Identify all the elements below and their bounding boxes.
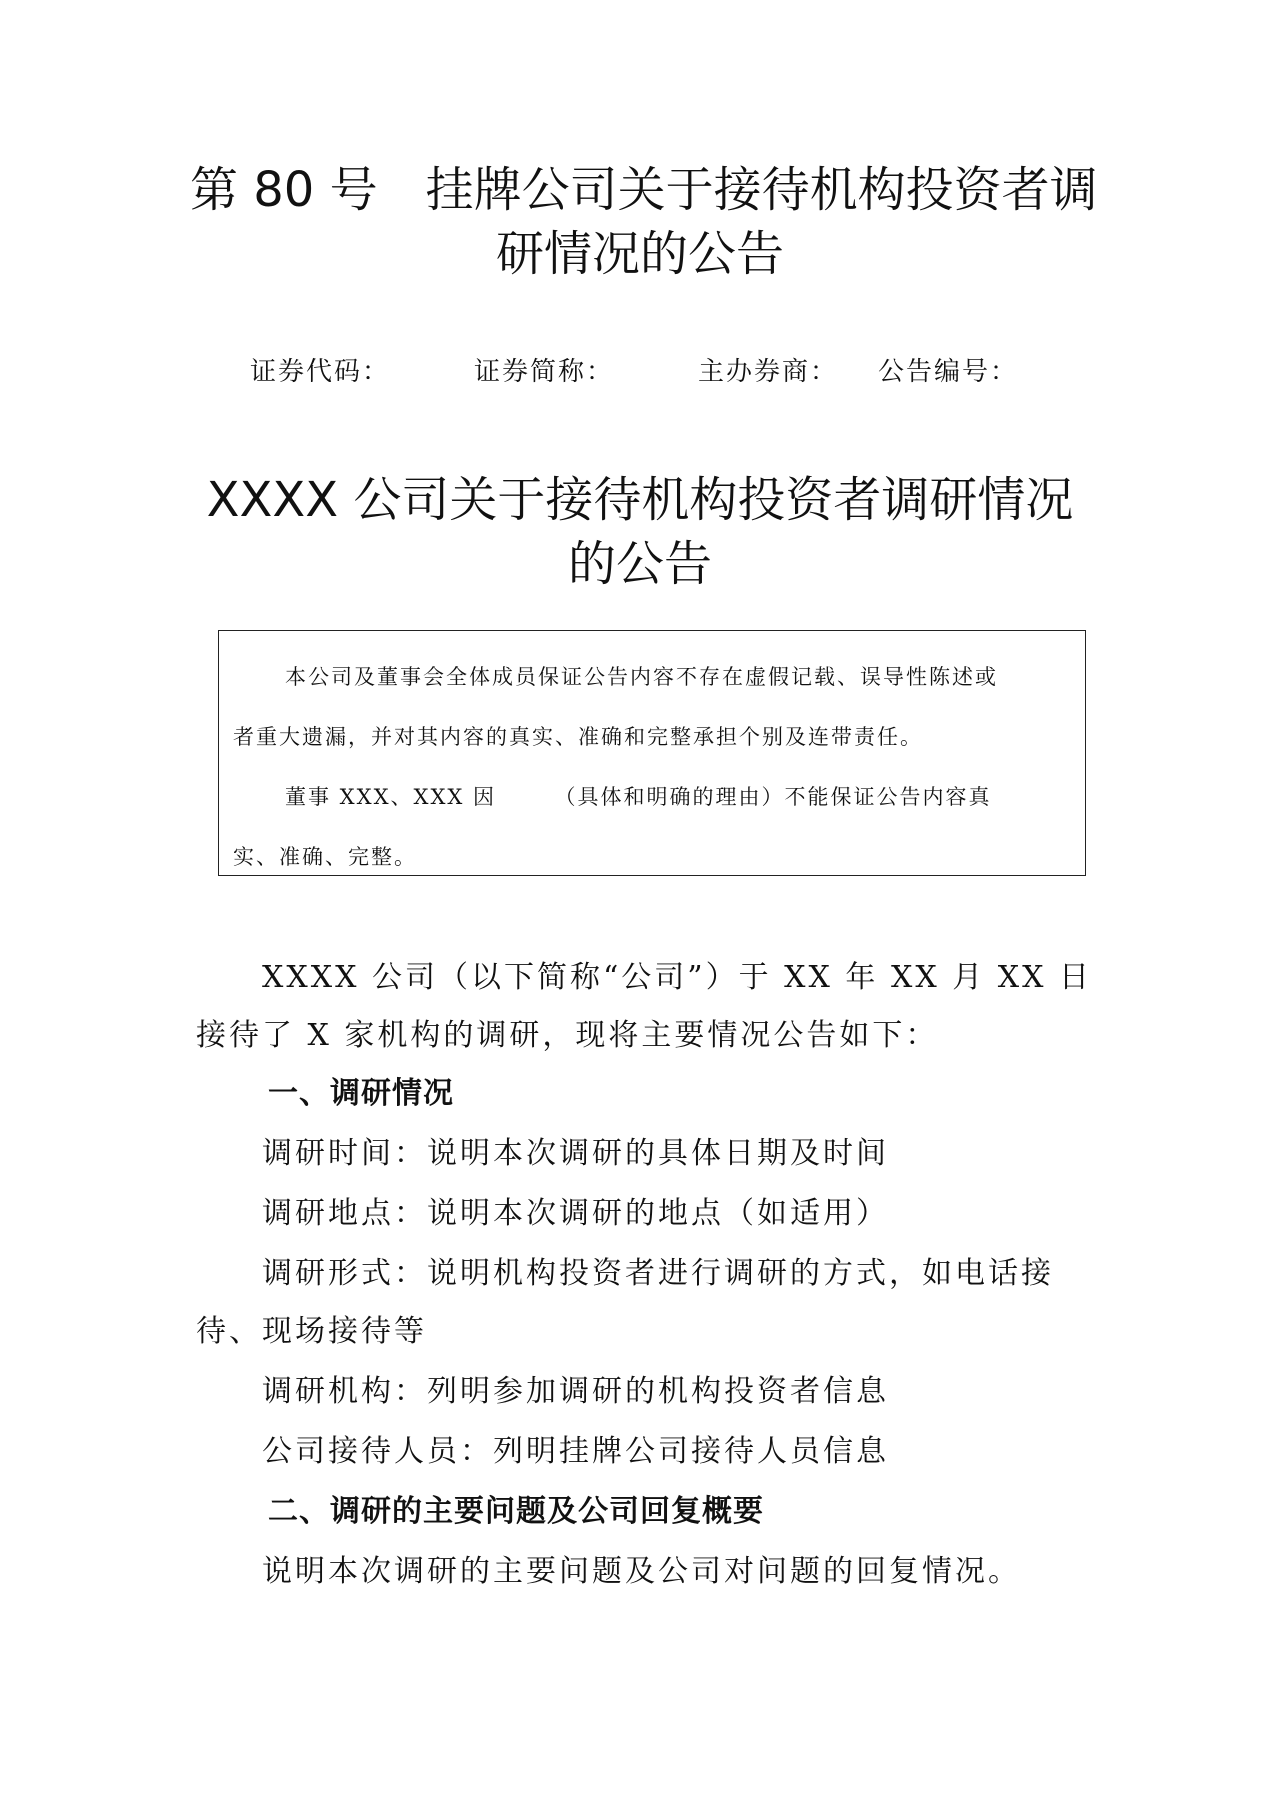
- director-exception-line-1: 董事 XXX、XXX 因 （具体和明确的理由）不能保证公告内容真: [285, 785, 992, 809]
- announcement-title-line-1: XXXX 公司关于接待机构投资者调研情况: [206, 472, 1074, 528]
- research-form-line-1: 调研形式：说明机构投资者进行调研的方式，如电话接: [262, 1256, 1054, 1291]
- research-institutions: 调研机构：列明参加调研的机构投资者信息: [262, 1374, 889, 1409]
- research-form-line-2: 待、现场接待等: [196, 1314, 427, 1349]
- board-statement-box: [218, 630, 1086, 876]
- research-time: 调研时间：说明本次调研的具体日期及时间: [262, 1136, 889, 1171]
- board-statement-line-1: 本公司及董事会全体成员保证公告内容不存在虚假记载、误导性陈述或: [285, 665, 998, 689]
- announcement-title-line-2: 的公告: [567, 536, 712, 592]
- director-exception-line-2: 实、准确、完整。: [233, 845, 417, 869]
- intro-line-1: XXXX 公司（以下简称“公司”）于 XX 年 XX 月 XX 日: [262, 960, 1093, 995]
- section-2-heading: 二、调研的主要问题及公司回复概要: [268, 1494, 764, 1529]
- company-reception-staff: 公司接待人员：列明挂牌公司接待人员信息: [262, 1434, 889, 1469]
- securities-meta-row: [0, 352, 1280, 392]
- securities-short-name-label: 证券简称：: [474, 357, 615, 387]
- template-title: [190, 158, 1098, 286]
- board-statement-line-2: 者重大遗漏，并对其内容的真实、准确和完整承担个别及连带责任。: [233, 725, 923, 749]
- securities-code-label: 证券代码：: [250, 357, 391, 387]
- template-title-line-1: 第 80 号 挂牌公司关于接待机构投资者调: [190, 162, 1098, 218]
- section-2-body: 说明本次调研的主要问题及公司对问题的回复情况。: [262, 1554, 1021, 1589]
- notice-number-label: 公告编号：: [878, 357, 1019, 387]
- intro-line-2: 接待了 X 家机构的调研，现将主要情况公告如下：: [196, 1018, 939, 1053]
- research-place: 调研地点：说明本次调研的地点（如适用）: [262, 1196, 889, 1231]
- section-1-heading: 一、调研情况: [268, 1076, 454, 1111]
- announcement-title: [190, 468, 1090, 596]
- lead-broker-label: 主办券商：: [698, 357, 839, 387]
- template-title-line-2: 研情况的公告: [495, 226, 784, 282]
